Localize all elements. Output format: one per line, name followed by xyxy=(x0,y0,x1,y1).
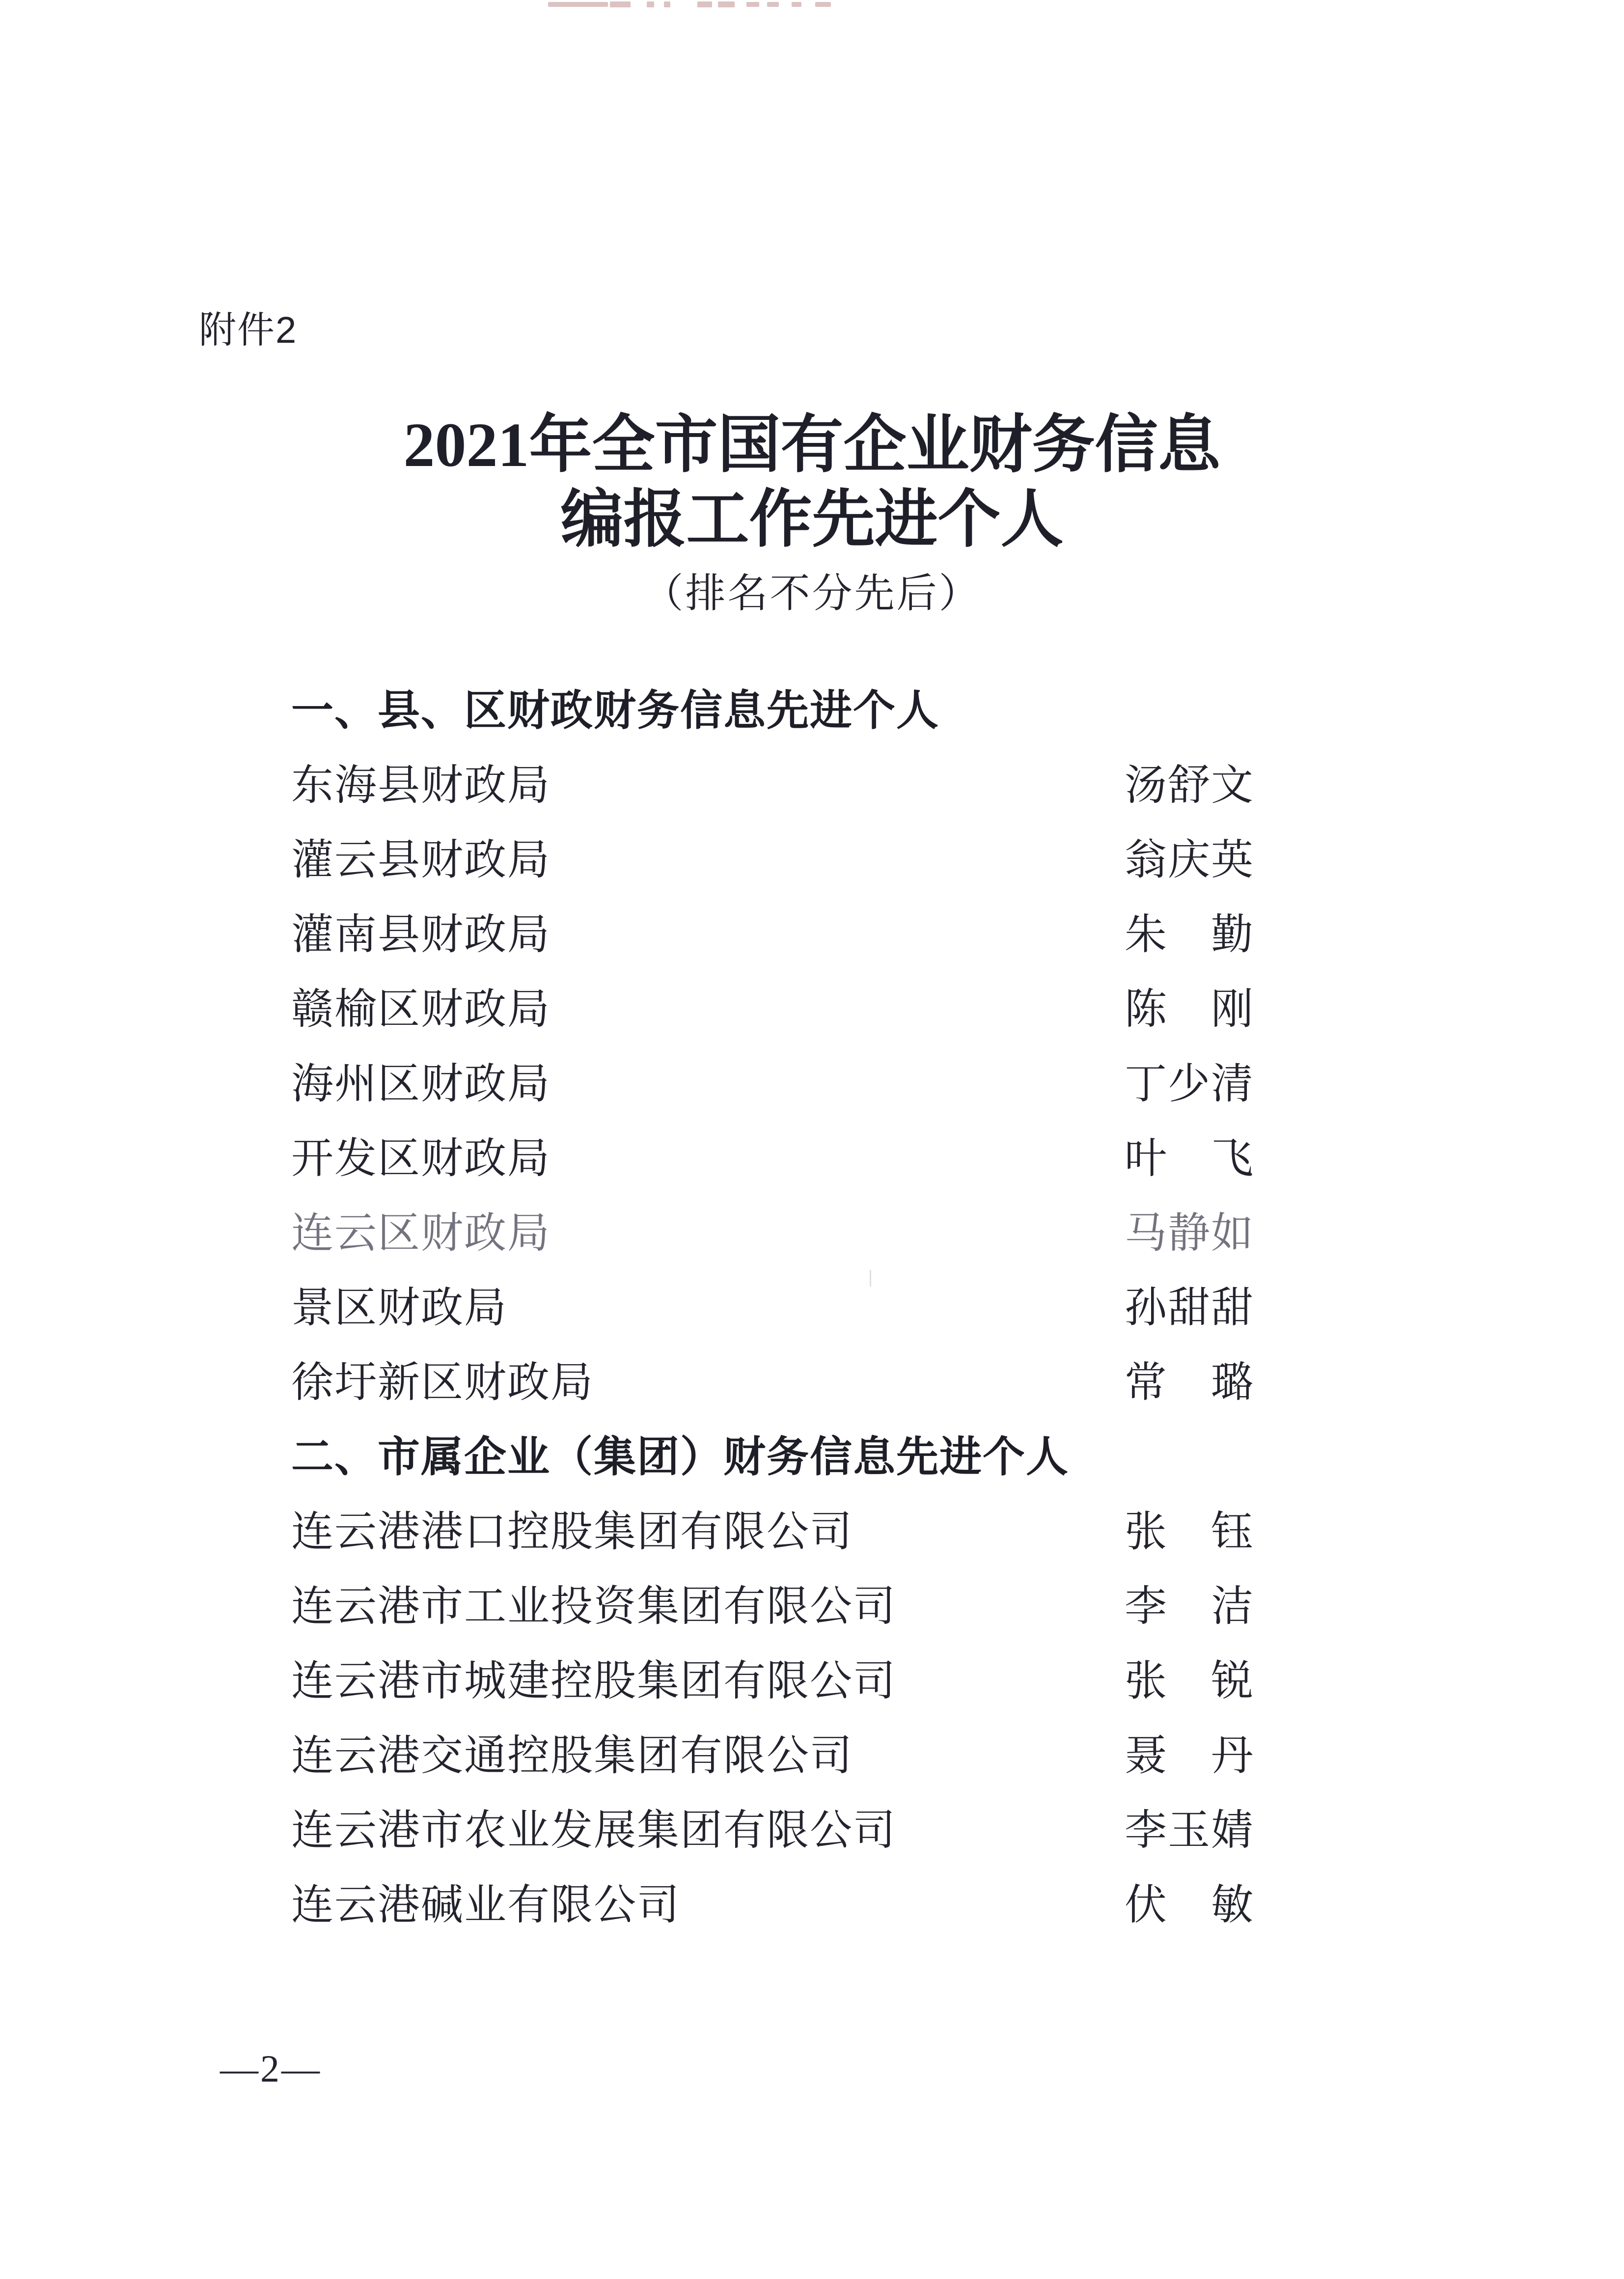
person-name: 聂 丹 xyxy=(1125,1732,1254,1779)
person-name: 丁少清 xyxy=(1125,1060,1254,1107)
section-heading: 一、县、区财政财务信息先进个人 xyxy=(291,687,939,734)
title-line-1: 2021年全市国有企业财务信息 xyxy=(403,410,1221,480)
person-name: 张 钰 xyxy=(1125,1508,1254,1555)
person-name: 伏 敏 xyxy=(1125,1881,1254,1928)
award-row xyxy=(291,897,1529,972)
person-name: 叶 飞 xyxy=(1125,1135,1254,1182)
person-name: 常 璐 xyxy=(1125,1359,1254,1406)
page-number: —2— xyxy=(220,2047,322,2090)
person-name: 马静如 xyxy=(1125,1209,1254,1257)
person-name: 李玉婧 xyxy=(1125,1807,1254,1854)
person-name: 陈 刚 xyxy=(1125,986,1254,1033)
org-name: 连云区财政局 xyxy=(291,1209,551,1257)
org-name: 景区财政局 xyxy=(291,1284,507,1331)
award-row xyxy=(291,1270,1529,1345)
org-name: 连云港港口控股集团有限公司 xyxy=(291,1508,853,1555)
org-name: 连云港市工业投资集团有限公司 xyxy=(291,1583,896,1630)
scan-fragment xyxy=(548,2,608,7)
person-name: 孙甜甜 xyxy=(1125,1284,1254,1331)
section-heading: 二、市属企业（集团）财务信息先进个人 xyxy=(291,1433,1069,1481)
org-name: 赣榆区财政局 xyxy=(291,986,551,1033)
award-row xyxy=(291,1046,1529,1121)
award-row xyxy=(291,748,1529,823)
document-title xyxy=(0,408,1624,557)
person-name: 朱 勤 xyxy=(1125,911,1254,958)
person-name: 李 洁 xyxy=(1125,1583,1254,1630)
subtitle: （排名不分先后） xyxy=(643,571,981,616)
award-row xyxy=(291,823,1529,897)
scan-fragment xyxy=(792,2,801,7)
scan-fragment xyxy=(697,1,712,7)
award-row xyxy=(291,1569,1529,1644)
scan-fragment xyxy=(647,1,654,7)
award-row xyxy=(291,1345,1529,1420)
award-row xyxy=(291,1196,1529,1270)
scan-fragment xyxy=(746,2,759,7)
award-row xyxy=(291,1793,1529,1867)
scan-fragment xyxy=(767,2,779,7)
org-name: 海州区财政局 xyxy=(291,1060,551,1107)
org-name: 灌南县财政局 xyxy=(291,911,551,958)
award-row xyxy=(291,1121,1529,1196)
scan-fragment xyxy=(610,1,631,7)
scan-fragment xyxy=(718,1,735,7)
scan-fragment xyxy=(664,1,670,7)
org-name: 灌云县财政局 xyxy=(291,836,551,883)
title-line-2: 编报工作先进个人 xyxy=(560,485,1064,554)
org-name: 连云港市城建控股集团有限公司 xyxy=(291,1657,896,1704)
person-name: 张 锐 xyxy=(1125,1657,1254,1704)
person-name: 汤舒文 xyxy=(1125,762,1254,809)
award-row xyxy=(291,1644,1529,1718)
attachment-label: 附件2 xyxy=(199,309,298,351)
org-name: 开发区财政局 xyxy=(291,1135,551,1182)
award-list xyxy=(291,673,1529,1942)
award-row xyxy=(291,1494,1529,1569)
award-row xyxy=(291,972,1529,1046)
org-name: 连云港市农业发展集团有限公司 xyxy=(291,1807,896,1854)
award-row xyxy=(291,1718,1529,1793)
org-name: 东海县财政局 xyxy=(291,762,551,809)
org-name: 连云港交通控股集团有限公司 xyxy=(291,1732,853,1779)
org-name: 连云港碱业有限公司 xyxy=(291,1881,680,1928)
org-name: 徐圩新区财政局 xyxy=(291,1359,594,1406)
person-name: 翁庆英 xyxy=(1125,836,1254,883)
award-row xyxy=(291,1867,1529,1942)
scan-fragment xyxy=(815,2,831,7)
